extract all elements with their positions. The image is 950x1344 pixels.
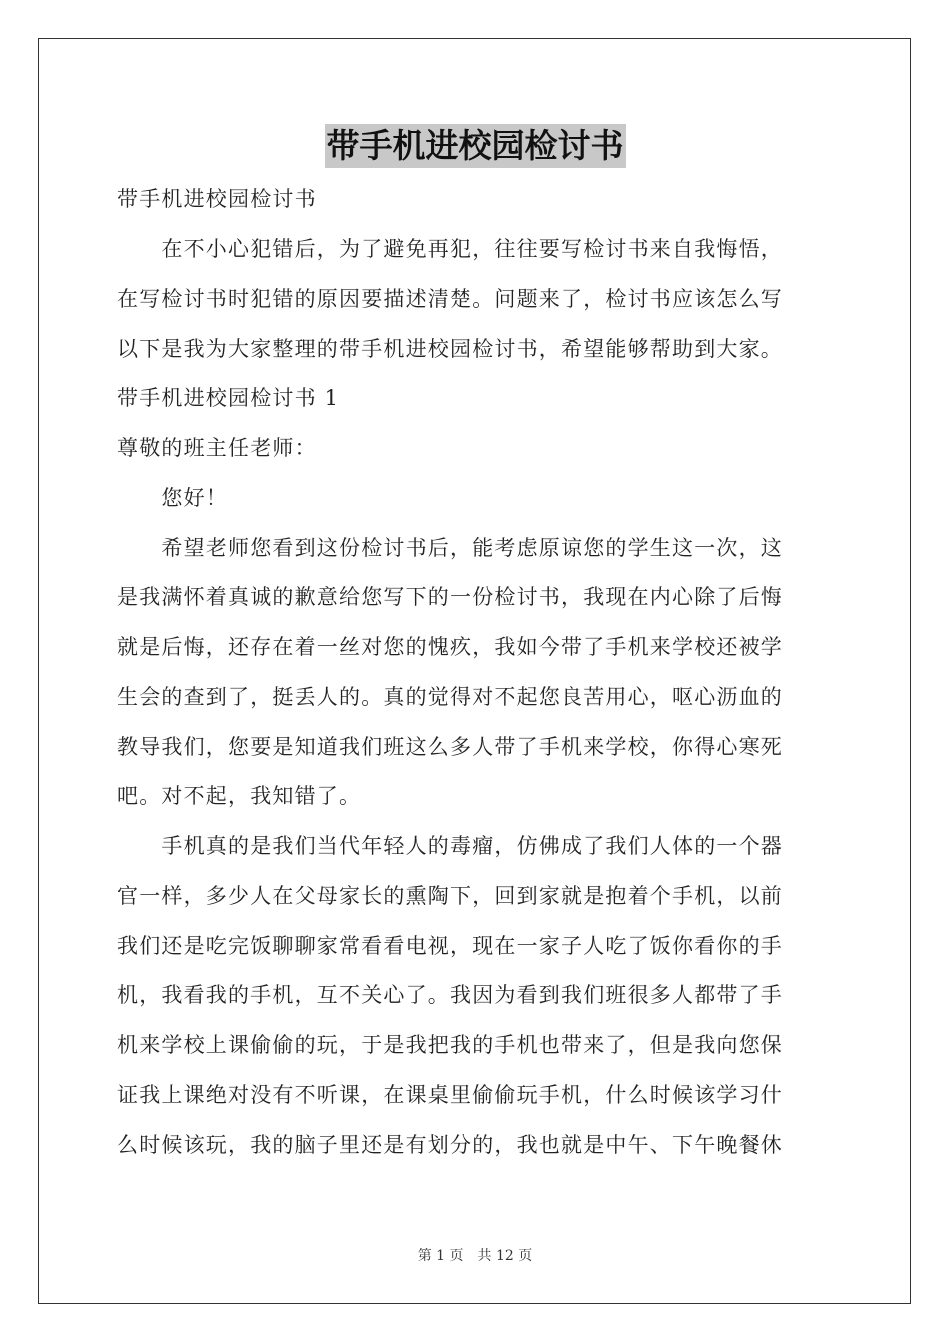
document-title: 带手机进校园检讨书	[325, 124, 626, 168]
text-line: 您好！	[117, 486, 228, 510]
text-line: 吧。对不起，我知错了。	[117, 784, 362, 808]
page-footer: 第 1 页 共 12 页	[417, 1248, 533, 1264]
text-line: 尊敬的班主任老师：	[117, 436, 317, 460]
text-line: 生会的查到了，挺丢人的。真的觉得对不起您良苦用心，呕心沥血的	[117, 685, 783, 709]
text-line: 希望老师您看到这份检讨书后，能考虑原谅您的学生这一次，这	[117, 536, 783, 560]
text-line: 带手机进校园检讨书	[117, 187, 317, 211]
text-line: 就是后悔，还存在着一丝对您的愧疚，我如今带了手机来学校还被学	[117, 635, 783, 659]
text-line: 在不小心犯错后，为了避免再犯，往往要写检讨书来自我悔悟，	[117, 237, 783, 261]
text-line: 机来学校上课偷偷的玩，于是我把我的手机也带来了，但是我向您保	[117, 1033, 783, 1057]
text-line: 官一样，多少人在父母家长的熏陶下，回到家就是抱着个手机，以前	[117, 884, 783, 908]
text-line: 是我满怀着真诚的歉意给您写下的一份检讨书，我现在内心除了后悔	[117, 585, 783, 609]
title-wrap	[0, 124, 950, 168]
text-line: 手机真的是我们当代年轻人的毒瘤，仿佛成了我们人体的一个器	[117, 834, 783, 858]
text-line: 证我上课绝对没有不听课，在课桌里偷偷玩手机，什么时候该学习什	[117, 1083, 783, 1107]
page-border	[38, 38, 911, 1304]
text-line: 机，我看我的手机，互不关心了。我因为看到我们班很多人都带了手	[117, 983, 783, 1007]
text-line: 教导我们，您要是知道我们班这么多人带了手机来学校，你得心寒死	[117, 735, 783, 759]
text-line: 在写检讨书时犯错的原因要描述清楚。问题来了，检讨书应该怎么写	[117, 287, 783, 311]
text-line: 带手机进校园检讨书 1	[117, 386, 340, 410]
text-line: 么时候该玩，我的脑子里还是有划分的，我也就是中午、下午晚餐休	[117, 1133, 783, 1157]
text-line: 以下是我为大家整理的带手机进校园检讨书，希望能够帮助到大家。	[117, 337, 783, 361]
text-line: 我们还是吃完饭聊聊家常看看电视，现在一家子人吃了饭你看你的手	[117, 934, 783, 958]
